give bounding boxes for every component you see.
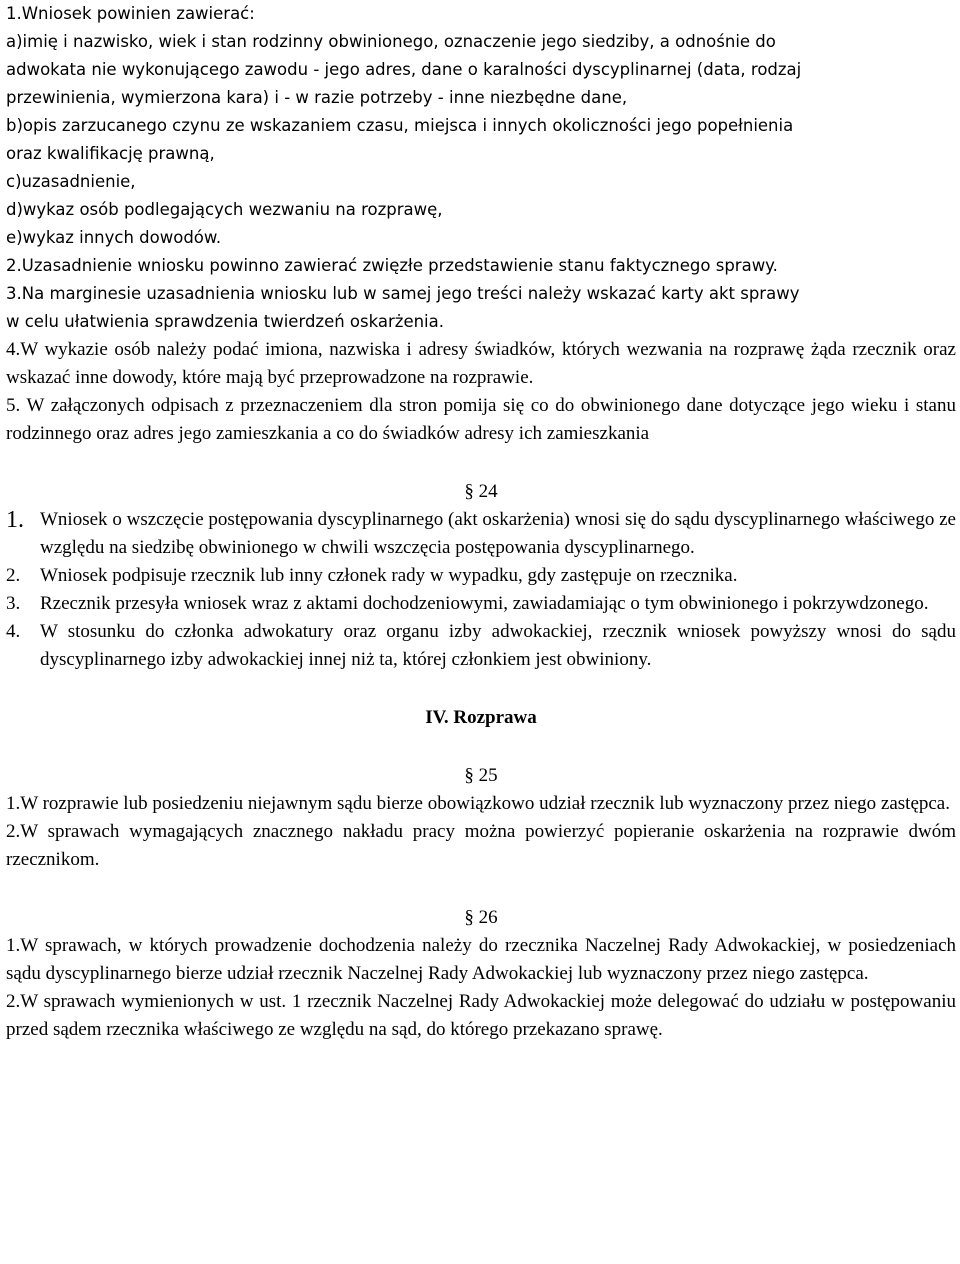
block-1-line: przewinienia, wymierzona kara) i - w razie potrzeby - inne niezbędne dane,: [6, 88, 628, 107]
block-1-line: a)imię i nazwisko, wiek i stan rodzinny obwinionego, oznaczenie jego siedziby, a odnośnie do: [6, 32, 776, 51]
section-24-item: [6, 562, 956, 590]
section-25-title: § 25: [464, 765, 498, 786]
block-1-list: [6, 0, 956, 336]
item-text: Rzecznik przesyła wniosek wraz z aktami dochodzeniowymi, zawiadamiając o tym obwinionego i pokrzywdzonego.: [40, 593, 929, 614]
block-1-line: b)opis zarzucanego czynu ze wskazaniem czasu, miejsca i innych okoliczności jego popełnienia: [6, 116, 794, 135]
block-1-line: adwokata nie wykonującego zawodu - jego adres, dane o karalności dyscyplinarnej (data, rodzaj: [6, 60, 802, 79]
item-number: 1.: [6, 507, 24, 533]
section-26-paragraph-1: 1.W sprawach, w których prowadzenie dochodzenia należy do rzecznika Naczelnej Rady Adwokackiej, w posiedzeniach sądu dyscyplinarnego bierze udział rzecznik Naczelnej Rady Adwokackiej lub wyznaczony przez niego zastępca.: [6, 935, 956, 984]
document-page: [6, 0, 956, 1044]
section-24-item: [6, 590, 956, 618]
item-text: Wniosek podpisuje rzecznik lub inny członek rady w wypadku, gdy zastępuje on rzecznika.: [40, 565, 738, 586]
item-number: 2.: [6, 565, 21, 586]
block-1-line: 1.Wniosek powinien zawierać:: [6, 4, 255, 23]
section-24-item: [6, 506, 956, 562]
paragraph-4: 4.W wykazie osób należy podać imiona, nazwiska i adresy świadków, których wezwania na rozprawę żąda rzecznik oraz wskazać inne dowody, które mają być przeprowadzone na rozprawie.: [6, 339, 956, 388]
section-25-paragraph-2: 2.W sprawach wymagających znacznego nakładu pracy można powierzyć popieranie oskarżenia na rozprawie dwóm rzecznikom.: [6, 821, 956, 870]
block-1-line: oraz kwalifikację prawną,: [6, 144, 215, 163]
section-26-title: § 26: [464, 907, 498, 928]
item-text: Wniosek o wszczęcie postępowania dyscyplinarnego (akt oskarżenia) wnosi się do sądu dyscyplinarnego właściwego ze względu na siedzibę obwinionego w chwili wszczęcia postępowania dyscyplinarnego.: [40, 509, 956, 558]
section-25-paragraph-1: 1.W rozprawie lub posiedzeniu niejawnym sądu bierze obowiązkowo udział rzecznik lub wyznaczony przez niego zastępca.: [6, 793, 950, 814]
block-1-line: c)uzasadnienie,: [6, 172, 136, 191]
item-number: 3.: [6, 593, 21, 614]
section-24-item: [6, 618, 956, 674]
block-1-line: d)wykaz osób podlegających wezwaniu na rozprawę,: [6, 200, 443, 219]
item-number: 4.: [6, 621, 21, 642]
section-24-title: § 24: [464, 481, 498, 502]
block-1-line: e)wykaz innych dowodów.: [6, 228, 222, 247]
paragraph-5: 5. W załączonych odpisach z przeznaczeniem dla stron pomija się co do obwinionego dane dotyczące jego wieku i stanu rodzinnego oraz adres jego zamieszkania a co do świadków adresy ich zamieszkania: [6, 395, 956, 444]
section-26-paragraph-2: 2.W sprawach wymienionych w ust. 1 rzecznik Naczelnej Rady Adwokackiej może delegować do udziału w postępowaniu przed sądem rzecznika właściwego ze względu na sąd, do którego przekazano sprawę.: [6, 991, 956, 1040]
block-1-line: 2.Uzasadnienie wniosku powinno zawierać zwięzłe przedstawienie stanu faktycznego sprawy.: [6, 256, 778, 275]
chapter-heading: IV. Rozprawa: [425, 707, 537, 728]
block-1-line: w celu ułatwienia sprawdzenia twierdzeń oskarżenia.: [6, 312, 444, 331]
block-1-line: 3.Na marginesie uzasadnienia wniosku lub w samej jego treści należy wskazać karty akt sprawy: [6, 284, 800, 303]
item-text: W stosunku do członka adwokatury oraz organu izby adwokackiej, rzecznik wniosek powyższy wnosi do sądu dyscyplinarnego izby adwokackiej innej niż ta, której członkiem jest obwiniony.: [40, 621, 956, 670]
